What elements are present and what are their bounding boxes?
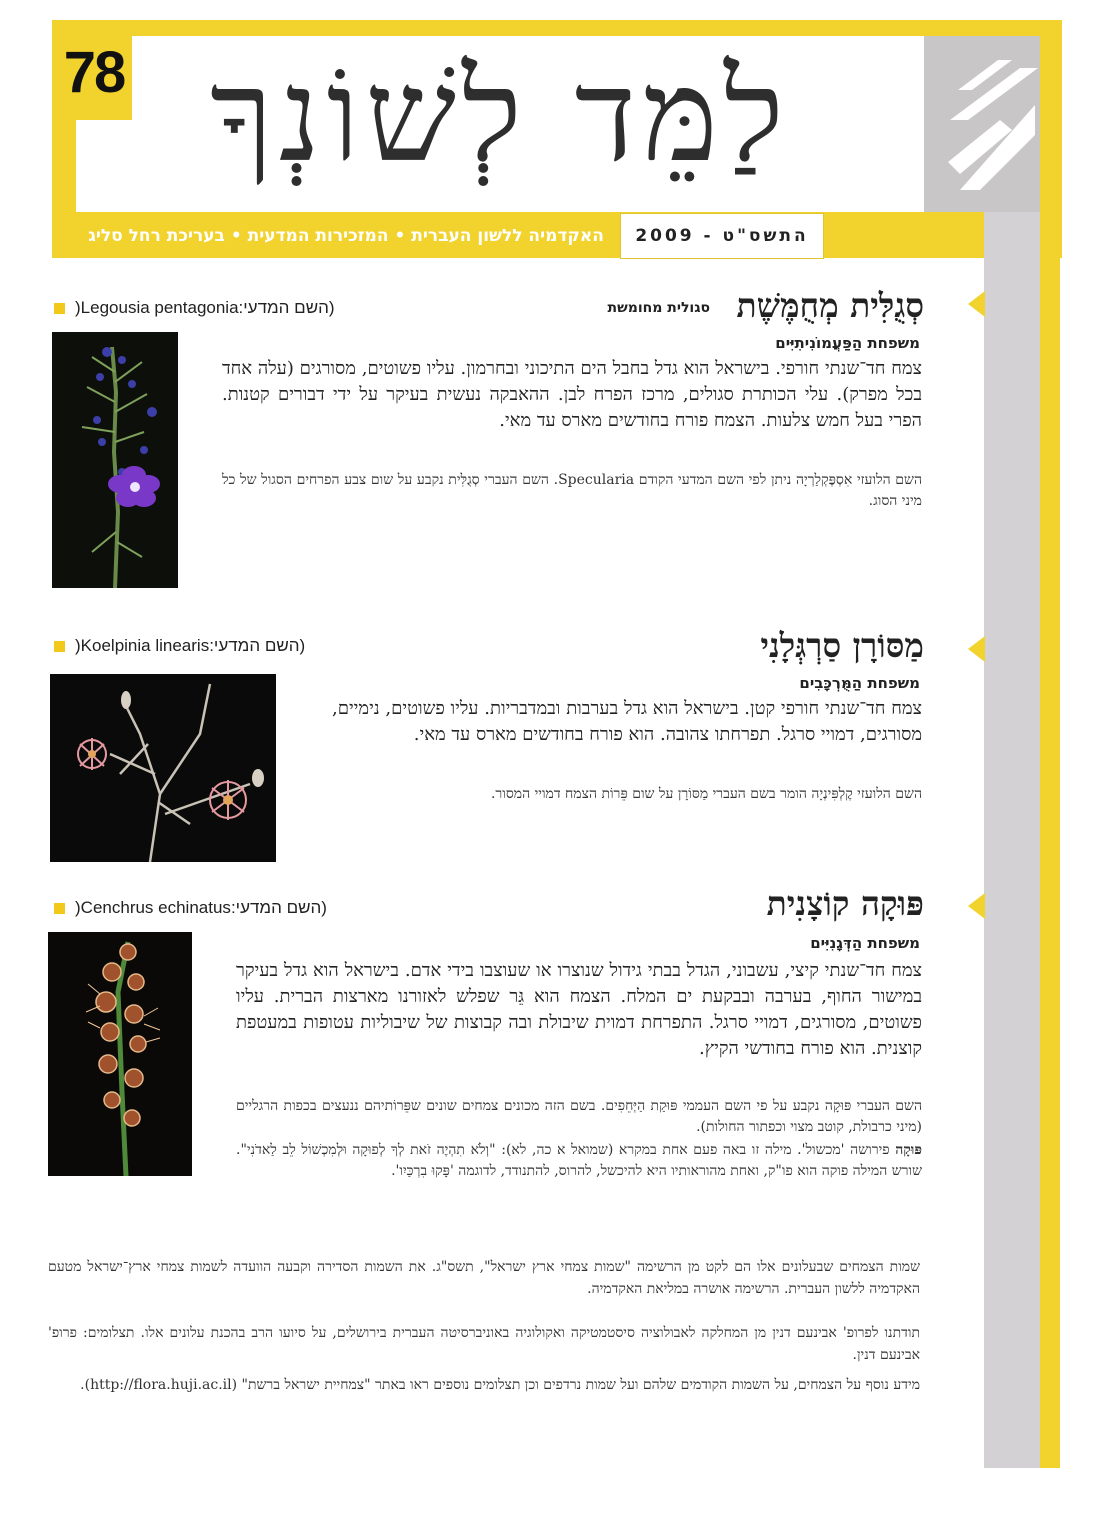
scientific-name: Cenchrus echinatus: [80, 898, 231, 917]
plant-title: פּוּקָה קוֹצָנִית: [766, 884, 924, 923]
thin-stem-plant-photo: [50, 674, 276, 862]
plant-description: צמח חד־שנתי קיצי, עשבוני, הגדל בבתי גידול שנוצרו או שעוצבו בידי אדם. בישראל הוא גדל בעיקר במישור החוף, בערבה ובבקעת ים המלח. הצמח הוא גֵּר שפלש לאזורנו מארצות הברית. עליו פשוטים, מסורגים, דמויי סרגל. התפרחת דמוית שיבולת ובה קבוצות של שיבוליות עטופות במעטפת קוצנית. הוא פורח בחודשי הקיץ.: [236, 960, 922, 1059]
plant-note-etymology: פּוּקָה פירושה 'מכשול'. מילה זו באה פעם אחת במקרא (שמואל א כה, לא): "וְלֹא תִהְיֶה זֹאת לְךָ לְפוּקָה וּלְמִכְשׁוֹל לֵב לַאדֹנִי". שורש המילה פוקה הוא פו"ק, ואחת מהוראותיו היא להיכשל, להרוס, להתנודד, לדוגמה 'פָּקוּ בִרְכַּיִו'.: [236, 1142, 922, 1179]
bullet-square-icon: [54, 641, 65, 652]
section-arrow-icon: [968, 291, 985, 317]
footer-more-info: מידע נוסף על הצמחים, על השמות הקודמים שלהם ועל שמות נרדפים וכן תצלומים נוספים ראו באתר "צמחיית ישראל ברשת" (http://flora.huji.ac.il).: [80, 1377, 920, 1393]
purple-flower-photo: [52, 332, 178, 588]
header-subtitle: האקדמיה ללשון העברית • המזכירות המדעית • בעריכת רחל סליג: [88, 226, 604, 246]
academy-logo-icon: [940, 50, 1050, 200]
plant-description: צמח חד־שנתי חורפי. בישראל הוא גדל בחבל הים התיכוני ובחרמון. עליו פשוטים, מסורגים (עלה אחד בכל מפרק). עלי הכותרת סגולים, מרכז הפרח לבן. ההאבקה נעשית בעיקר על ידי דבורים קטנות. הפרי בעל חמש צלעות. הצמח פורח בחודשים מארס עד מאי.: [222, 358, 922, 431]
plant-family: משפחת הַפַּעֲמוֹנִיתִיִּים: [775, 334, 920, 352]
footer-thanks: תודתנו לפרופ' אבינעם דנין מן המחלקה לאבולוציה סיסטמטיקה ואקולוגיה באוניברסיטה העברית בירושלים, על סיועו הרב בהכנת עלונים אלו. תצלומים: פרופ' אבינעם דנין.: [48, 1325, 920, 1363]
bristle-grass-photo: [48, 932, 192, 1176]
bullet-square-icon: [54, 303, 65, 314]
plant-family: משפחת הַדְּגָנִיִּים: [810, 934, 920, 952]
plant-note: השם הלועזי אִסְפֶּקְלַרְיָה ניתן לפי השם המדעי הקודם Specularia. השם העברי סְגֻלִּית נקבע על שום צבע הפרחים הסגול של כל מיני הסוג.: [222, 472, 922, 509]
section-arrow-icon: [968, 636, 985, 662]
plant-note: השם הלועזי קֶלְפִּינְיָה הומר בשם העברי מַסּוֹרָן על שום פֵּרוֹת הצמח דמויי המסור.: [490, 786, 922, 802]
side-strip-yellow: [1040, 36, 1060, 1468]
scientific-name: Legousia pentagonia: [80, 298, 239, 317]
plant-title: סְגֻלִּית מְחֻמֶּשֶׁת: [736, 286, 924, 325]
footer-sources: שמות הצמחים שבעלונים אלו הם לקט מן הרשימה "שמות צמחי ארץ ישראל", תשס"ג. את השמות הסדירה וקבעה הוועדה לשמות צמחי ארץ־ישראל מטעם האקדמיה ללשון העברית. הרשימה אושרה במליאת האקדמיה.: [48, 1259, 920, 1297]
plant-variant-name: סגולית מחומשת: [607, 300, 710, 316]
plant-title: מַסּוֹרָן סַרְגְּלָנִי: [760, 626, 924, 665]
plant-description: צמח חד־שנתי חורפי קטן. בישראל הוא גדל בערבות ובמדבריות. עליו פשוטים, נימיים, מסורגים, דמויי סרגל. תפרחתו צהובה. הוא פורח בחודשים מארס עד מאי.: [332, 698, 922, 745]
header-year: התשס"ט - 2009: [620, 213, 824, 259]
plant-family: משפחת הַמֻּרְכָּבִים: [799, 674, 920, 692]
scientific-name-line: )Legousia pentagonia(השם המדעי:: [54, 298, 335, 318]
scientific-name: Koelpinia linearis: [80, 636, 210, 655]
plant-note: השם העברי פּוּקָה נקבע על פי השם העממי פּוּקַת הַיְּחֵפִים. בשם הזה מכונים צמחים שונים שפֵּרוֹתיהם ננעצים בכפות הרגליים (מיני כרבולת, קוטב מצוי וכפתור החולות).: [236, 1098, 922, 1135]
bullet-square-icon: [54, 903, 65, 914]
issue-number: 78: [56, 24, 132, 120]
masthead-title: לַמֵּד לְשׁוֹנְךָ: [210, 42, 790, 191]
section-arrow-icon: [968, 893, 985, 919]
scientific-name-line: )Koelpinia linearis(השם המדעי:: [54, 636, 305, 656]
scientific-name-line: )Cenchrus echinatus(השם המדעי:: [54, 898, 327, 918]
